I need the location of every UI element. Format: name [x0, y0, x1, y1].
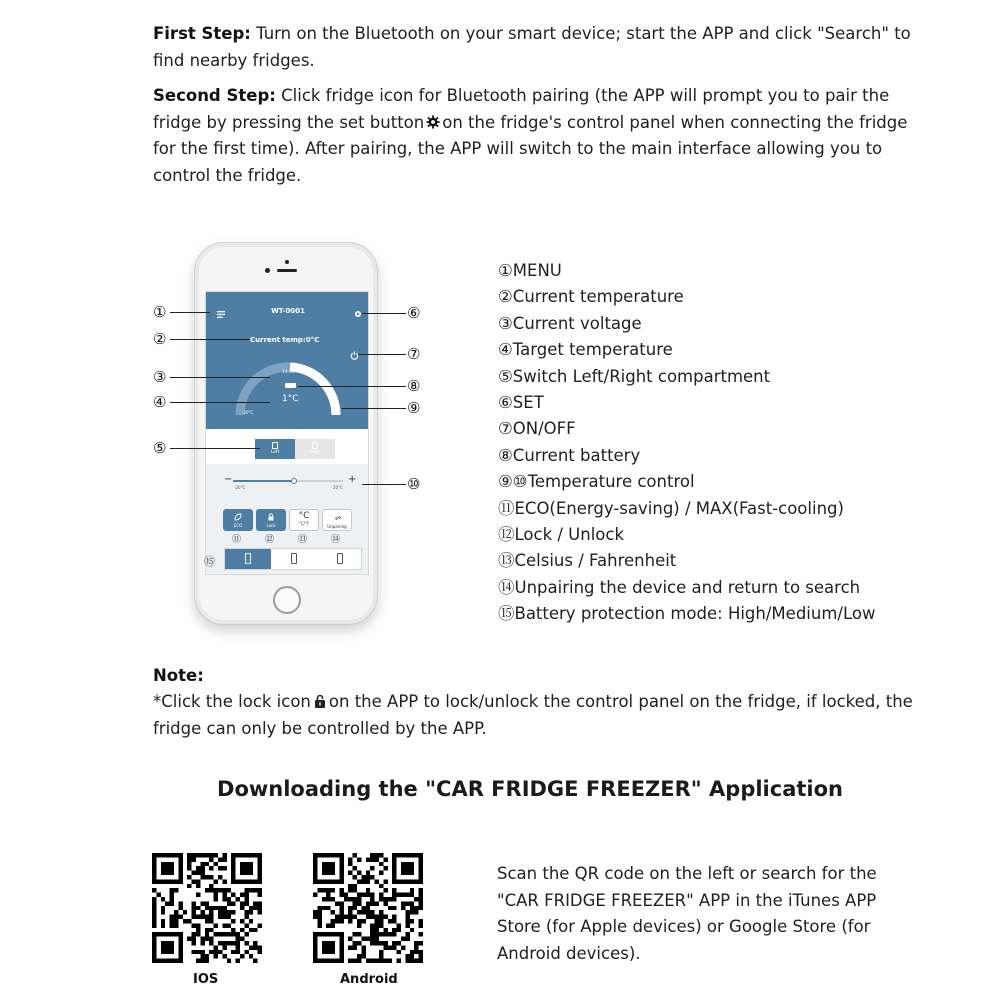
leader-line-1: [170, 312, 210, 313]
lock-button[interactable]: [256, 509, 286, 531]
android-label: Android: [340, 972, 398, 987]
set-gear-icon[interactable]: [354, 310, 362, 318]
second-step-label: Second Step:: [153, 86, 276, 105]
callout-1: ①: [153, 303, 167, 321]
callout-3: ③: [153, 368, 167, 386]
battery-mode-low[interactable]: [317, 549, 363, 569]
lock-icon: [314, 694, 326, 708]
device-name: WT-0001: [271, 307, 305, 315]
phone-home-button: [273, 586, 301, 614]
callout-12-inner: ⑫: [265, 535, 275, 545]
second-step-text-b: on the fridge's control panel when connecting the fridge for the first time). After pairing, the APP will switch to the main interface allowing you to control the fridge.: [153, 112, 908, 185]
celsius-fahrenheit-button[interactable]: [289, 509, 319, 531]
leaf-icon: [234, 513, 242, 521]
battery-icon: [291, 553, 297, 564]
callout-9: ⑨: [407, 399, 421, 417]
fridge-icon: [272, 442, 278, 449]
celsius-symbol: °C: [298, 511, 310, 521]
android-qr-code: [313, 853, 423, 963]
phone-sensor: [265, 268, 270, 273]
unlink-icon: [334, 514, 342, 522]
temperature-slider-thumb[interactable]: [291, 478, 297, 484]
target-temperature: 1°C: [282, 394, 299, 404]
legend-item-temperature-control: ⑨⑩Temperature control: [498, 472, 695, 492]
download-instructions: Scan the QR code on the left or search for the "CAR FRIDGE FREEZER" APP in the iTunes APP Store (for Apple devices) or Google Store (for Android devices).: [497, 864, 877, 963]
feature-legend: [498, 258, 938, 628]
increase-temp-button[interactable]: +: [348, 474, 357, 485]
callout-2: ②: [153, 330, 167, 348]
app-screen: [205, 291, 369, 575]
note-text-b: on the APP to lock/unlock the control panel on the fridge, if locked, the fridge can only be controlled by the APP.: [153, 692, 913, 738]
callout-14-inner: ⑭: [331, 535, 341, 545]
power-icon[interactable]: [350, 351, 359, 360]
legend-item-current-voltage: ③Current voltage: [498, 313, 642, 333]
ios-qr-code: [152, 853, 262, 963]
slider-max-label: 20°C: [333, 485, 343, 490]
unpairing-label: Unpairing: [327, 524, 347, 529]
fridge-icon: [312, 442, 318, 449]
right-compartment-label: Right: [309, 450, 321, 455]
second-step-paragraph: [153, 83, 923, 189]
battery-mode-medium[interactable]: [271, 549, 317, 569]
gauge-min-label: -20°C: [242, 410, 254, 415]
gauge-max-label: 20°C: [331, 410, 341, 415]
control-panel: [206, 464, 369, 574]
temperature-slider-fill: [233, 480, 294, 482]
legend-item-unpairing: ⑭Unpairing the device and return to search: [498, 577, 861, 597]
battery-icon: [245, 553, 251, 564]
leader-line-6: [362, 313, 406, 314]
leader-line-5: [170, 448, 260, 449]
callout-7: ⑦: [407, 345, 421, 363]
lock-label: Lock: [266, 523, 276, 528]
lock-icon: [267, 513, 275, 521]
unpairing-button[interactable]: [322, 509, 352, 531]
phone-front-camera: [285, 260, 289, 264]
leader-line-10: [362, 484, 406, 485]
callout-10: ⑩: [407, 475, 421, 493]
callout-6: ⑥: [407, 304, 421, 322]
right-compartment-tab[interactable]: [295, 439, 335, 459]
battery-protection-selector: [224, 548, 362, 570]
celsius-fahrenheit-label: °C/°F: [298, 521, 310, 526]
battery-icon: [337, 553, 343, 564]
note-text: [153, 689, 933, 742]
leader-line-9: [342, 408, 406, 409]
callout-13-inner: ⑬: [298, 535, 308, 545]
note-heading: Note:: [153, 666, 204, 685]
gear-icon: [426, 115, 440, 129]
leader-line-8: [298, 386, 406, 387]
legend-item-current-battery: ⑧Current battery: [498, 445, 641, 465]
legend-item-eco-max: ⑪ECO(Energy-saving) / MAX(Fast-cooling): [498, 498, 844, 518]
callout-5: ⑤: [153, 439, 167, 457]
leader-line-2: [170, 339, 250, 340]
legend-item-current-temperature: ②Current temperature: [498, 287, 684, 307]
legend-item-on-off: ⑦ON/OFF: [498, 419, 576, 439]
left-compartment-label: Left: [270, 450, 280, 455]
legend-item-set: ⑥SET: [498, 393, 544, 413]
legend-item-celsius-fahrenheit: ⑬Celsius / Fahrenheit: [498, 551, 677, 571]
phone-speaker: [277, 269, 297, 272]
callout-4: ④: [153, 393, 167, 411]
callout-11-inner: ⑪: [232, 535, 242, 545]
leader-line-4: [170, 402, 270, 403]
current-voltage: 14.6V: [282, 370, 296, 375]
callout-15: ⑮: [204, 555, 215, 568]
slider-min-label: -20°C: [234, 485, 246, 490]
first-step-text: Turn on the Bluetooth on your smart device; start the APP and click "Search" to find nearby fridges.: [153, 24, 911, 70]
legend-item-battery-protection: ⑮Battery protection mode: High/Medium/Low: [498, 604, 876, 624]
temperature-slider[interactable]: [233, 480, 343, 482]
battery-mode-high[interactable]: [225, 549, 271, 569]
legend-item-lock-unlock: ⑫Lock / Unlock: [498, 525, 625, 545]
decrease-temp-button[interactable]: −: [224, 474, 233, 485]
leader-line-3: [170, 377, 270, 378]
battery-icon: [285, 383, 296, 388]
download-section-title: Downloading the "CAR FRIDGE FREEZER" Application: [217, 777, 843, 801]
leader-line-7: [358, 354, 406, 355]
first-step-label: First Step:: [153, 24, 251, 43]
eco-label: ECO: [233, 523, 243, 528]
ios-label: IOS: [193, 972, 219, 987]
first-step-paragraph: [153, 21, 923, 74]
current-temperature: Current temp:0°C: [250, 336, 320, 344]
left-compartment-tab[interactable]: [255, 439, 295, 459]
callout-8: ⑧: [407, 377, 421, 395]
legend-item-menu: ①MENU: [498, 261, 562, 280]
phone-mockup: [194, 242, 378, 625]
eco-button[interactable]: [223, 509, 253, 531]
second-step-text-a: Click fridge icon for Bluetooth pairing (the APP will prompt you to pair the fridge by pressing the set button: [153, 86, 890, 132]
note-text-a: *Click the lock icon: [153, 692, 311, 711]
legend-item-switch-compartment: ⑤Switch Left/Right compartment: [498, 366, 771, 386]
legend-item-target-temperature: ④Target temperature: [498, 340, 673, 360]
